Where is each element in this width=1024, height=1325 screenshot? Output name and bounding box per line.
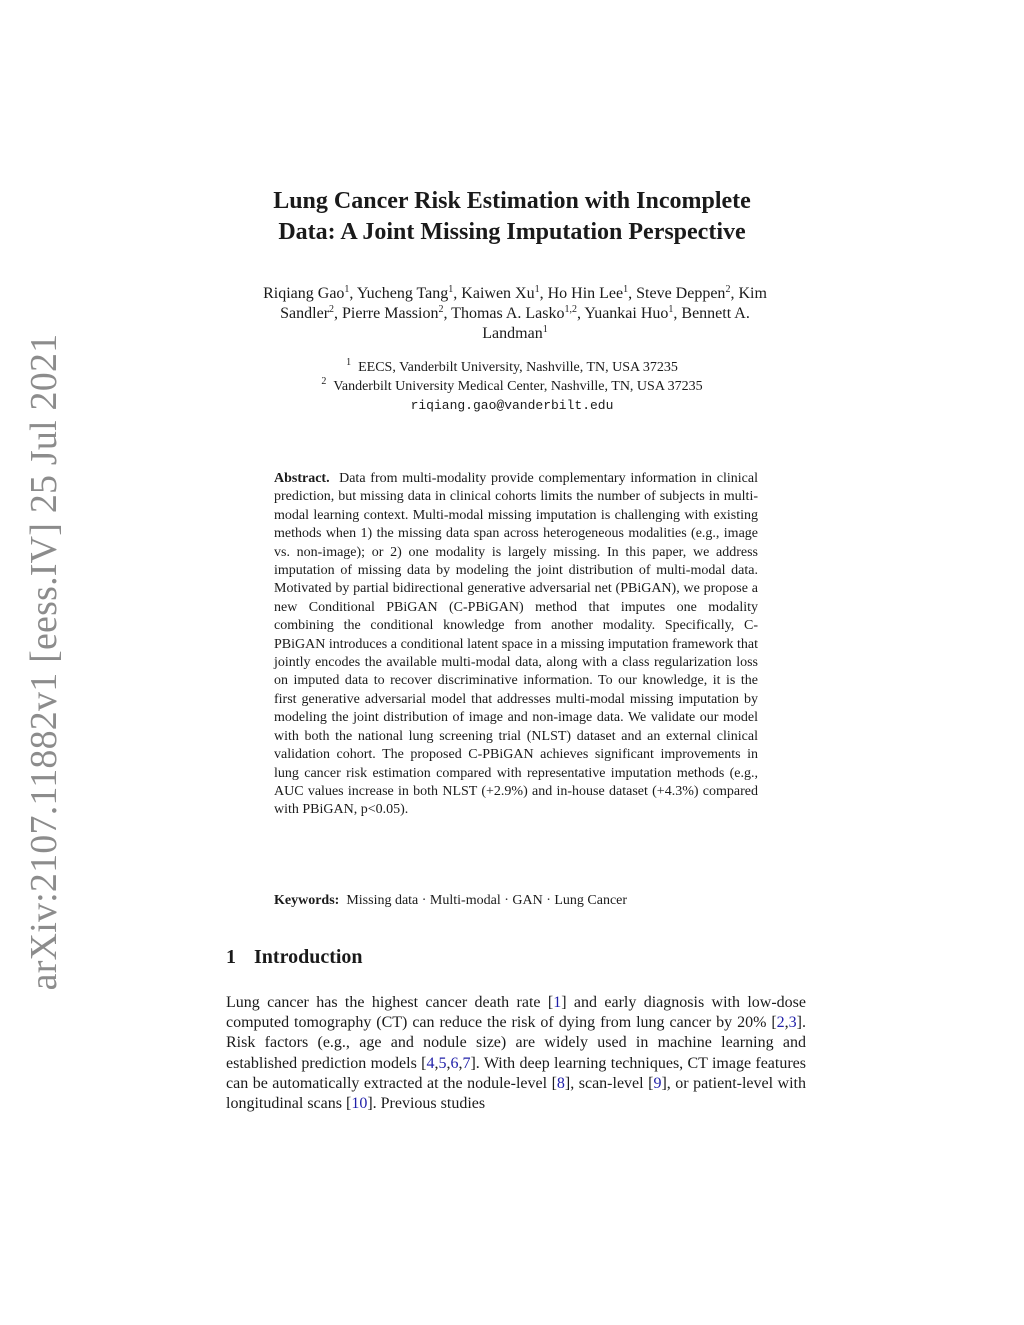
author-list	[215, 284, 815, 344]
citation-link[interactable]: 3	[788, 1014, 797, 1032]
arxiv-identifier-stamp: arXiv:2107.11882v1 [eess.IV] 25 Jul 2021	[23, 333, 65, 991]
intro-text: ], or patient-level with longitudinal scans [	[226, 1074, 807, 1113]
keywords-label: Keywords:	[274, 893, 340, 908]
intro-text: ,	[446, 1054, 451, 1072]
author-name: , Bennett A.	[673, 305, 750, 322]
section-number: 1	[226, 946, 236, 968]
author-name: , Kaiwen Xu	[453, 285, 535, 302]
author-affiliation-mark: 1	[668, 304, 674, 315]
author-name: , Thomas A. Lasko	[443, 305, 565, 322]
affiliation-number: 2	[321, 376, 327, 387]
authors-line-2	[215, 304, 815, 324]
intro-text: ]. With deep learning techniques, CT image features can be automatically extracted at the nodule-level [	[226, 1054, 806, 1092]
citation-link[interactable]: 6	[450, 1054, 459, 1072]
authors-line-3	[215, 324, 815, 344]
author-affiliation-mark: 1,2	[564, 304, 577, 315]
intro-text: Lung cancer has the highest cancer death rate [	[226, 994, 554, 1011]
intro-text: ] and early diagnosis with low-dose computed tomography (CT) can reduce the risk of dying from lung cancer by 20% [	[226, 994, 806, 1032]
author-name: , Ho Hin Lee	[539, 285, 624, 302]
author-affiliation-mark: 1	[448, 284, 454, 295]
affiliation-text: Vanderbilt University Medical Center, Nashville, TN, USA 37235	[333, 379, 703, 394]
affiliation-number: 1	[346, 357, 352, 368]
intro-text: ]. Risk factors (e.g., age and nodule size) are widely used in machine learning and established prediction models [	[226, 1014, 806, 1072]
abstract	[274, 470, 758, 820]
citation-link[interactable]: 2	[776, 1014, 785, 1032]
intro-text: ]. Previous studies	[367, 1095, 486, 1113]
section-heading-introduction	[226, 946, 363, 969]
keywords	[274, 892, 758, 910]
affiliation-2	[0, 377, 1024, 396]
author-affiliation-mark: 1	[344, 284, 350, 295]
citation-link[interactable]: 1	[553, 994, 562, 1011]
intro-text: ,	[434, 1054, 439, 1072]
title-line-1: Lung Cancer Risk Estimation with Incomplete	[273, 188, 751, 214]
author-affiliation-mark: 2	[438, 304, 444, 315]
contact-email[interactable]: riqiang.gao@vanderbilt.edu	[410, 398, 614, 413]
citation-link[interactable]: 9	[653, 1074, 662, 1092]
author-name: , Steve Deppen	[628, 285, 726, 302]
author-name: , Yuankai Huo	[577, 305, 669, 322]
citation-link[interactable]: 10	[351, 1095, 368, 1113]
citation-link[interactable]: 4	[426, 1054, 435, 1072]
author-affiliation-mark: 2	[329, 304, 335, 315]
section-title: Introduction	[254, 946, 363, 968]
author-name: , Kim	[730, 285, 767, 302]
intro-text: ,	[784, 1014, 789, 1032]
author-affiliation-mark: 1	[534, 284, 540, 295]
intro-text: ], scan-level [	[564, 1074, 654, 1092]
abstract-label: Abstract.	[274, 471, 330, 486]
author-affiliation-mark: 1	[542, 324, 548, 335]
author-affiliation-mark: 2	[725, 284, 731, 295]
intro-text: ,	[458, 1054, 463, 1072]
author-name: Sandler	[280, 305, 330, 322]
introduction-paragraph	[226, 993, 806, 1114]
citation-link[interactable]: 7	[462, 1054, 471, 1072]
title-line-2: Data: A Joint Missing Imputation Perspective	[278, 219, 746, 245]
affiliation-1	[0, 358, 1024, 377]
abstract-text: Data from multi-modality provide complementary information in clinical prediction, but missing data in clinical cohorts limits the number of subjects in multi-modal learning context. Multi-modal missing imputation is challenging with existing methods when 1) the missing data span across heterogeneous modalities (e.g., image vs. non-image); or 2) one modality is largely missing. In this paper, we address imputation of missing data by modeling the joint distribution of multi-modal data. Motivated by partial bidirectional generative adversarial net (PBiGAN), we propose a new Conditional PBiGAN (C-PBiGAN) method that imputes one modality combining the conditional knowledge from another modality. Specifically, C-PBiGAN introduces a conditional latent space in a missing imputation framework that jointly encodes the available multi-modal data, along with a class regularization loss on imputed data to recover discriminative information. To our knowledge, it is the first generative adversarial model that addresses multi-modal missing imputation by modeling the joint distribution of image and non-image data. We validate our model with both the national lung screening trial (NLST) dataset and an external clinical validation cohort. The proposed C-PBiGAN achieves significant improvements in lung cancer risk estimation compared with representative imputation methods (e.g., AUC values increase in both NLST (+2.9%) and in-house dataset (+4.3%) compared with PBiGAN, p<0.05).	[274, 471, 758, 818]
keywords-text: Missing data · Multi-modal · GAN · Lung Cancer	[346, 893, 628, 908]
author-name: Landman	[482, 325, 543, 342]
citation-link[interactable]: 8	[556, 1074, 565, 1092]
author-name: , Pierre Massion	[334, 305, 439, 322]
affiliation-text: EECS, Vanderbilt University, Nashville, TN, USA 37235	[358, 360, 678, 375]
author-affiliation-mark: 1	[623, 284, 629, 295]
affiliations	[0, 358, 1024, 415]
paper-title	[0, 186, 1024, 248]
author-name: Riqiang Gao	[263, 285, 345, 302]
citation-link[interactable]: 5	[438, 1054, 447, 1072]
author-name: , Yucheng Tang	[349, 285, 449, 302]
authors-line-1	[215, 284, 815, 304]
